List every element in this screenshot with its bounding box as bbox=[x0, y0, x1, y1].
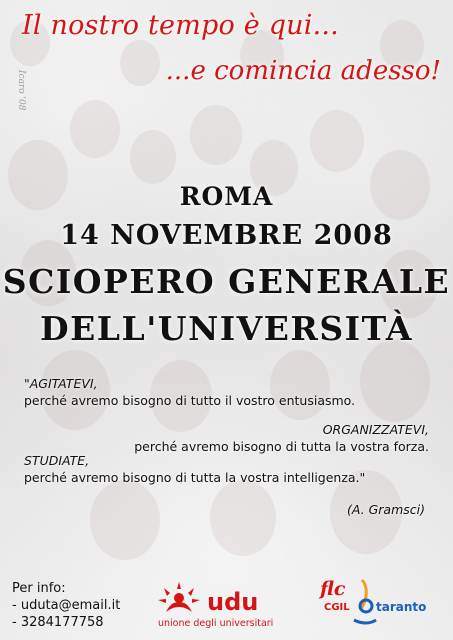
contact-email[interactable]: - uduta@email.it bbox=[12, 598, 121, 613]
contact-label: Per info: bbox=[12, 581, 66, 596]
contact-phone[interactable]: - 3284177758 bbox=[12, 615, 104, 630]
event-title-line-2: DELL'UNIVERSITÀ bbox=[40, 309, 413, 348]
quote-part-2-body: perché avremo bisogno di tutta la vostra forza. bbox=[134, 439, 429, 454]
quote-part-2-head: ORGANIZZATEVI, bbox=[322, 422, 429, 437]
quote-part-1-body: perché avremo bisogno di tutto il vostro entusiasmo. bbox=[24, 393, 356, 408]
quote-part-3-head: STUDIATE, bbox=[24, 453, 90, 468]
headline-line-2: ...e comincia adesso! bbox=[165, 56, 441, 86]
sun-figures-icon bbox=[154, 580, 204, 620]
taranto-name: taranto bbox=[376, 600, 427, 614]
quote-part-1-head: "AGITATEVI, bbox=[24, 376, 98, 391]
flc-cgil-taranto-logo bbox=[318, 576, 434, 630]
artist-credit: Icaro '08 bbox=[16, 70, 26, 111]
udu-logo bbox=[152, 580, 282, 632]
cgil-name: CGIL bbox=[324, 602, 350, 613]
quote-author: (A. Gramsci) bbox=[346, 502, 425, 517]
event-title-line-1: SCIOPERO GENERALE bbox=[2, 262, 451, 301]
event-city: ROMA bbox=[179, 182, 274, 211]
headline-line-1: Il nostro tempo è qui... bbox=[22, 10, 339, 41]
contact-info bbox=[12, 580, 120, 631]
event-date: 14 NOVEMBRE 2008 bbox=[60, 220, 393, 251]
quote-part-3-body: perché avremo bisogno di tutta la vostra intelligenza." bbox=[24, 470, 366, 485]
flc-name: flc bbox=[320, 578, 346, 600]
udu-name: udu bbox=[207, 588, 259, 616]
udu-subtitle: unione degli universitari bbox=[158, 618, 274, 629]
